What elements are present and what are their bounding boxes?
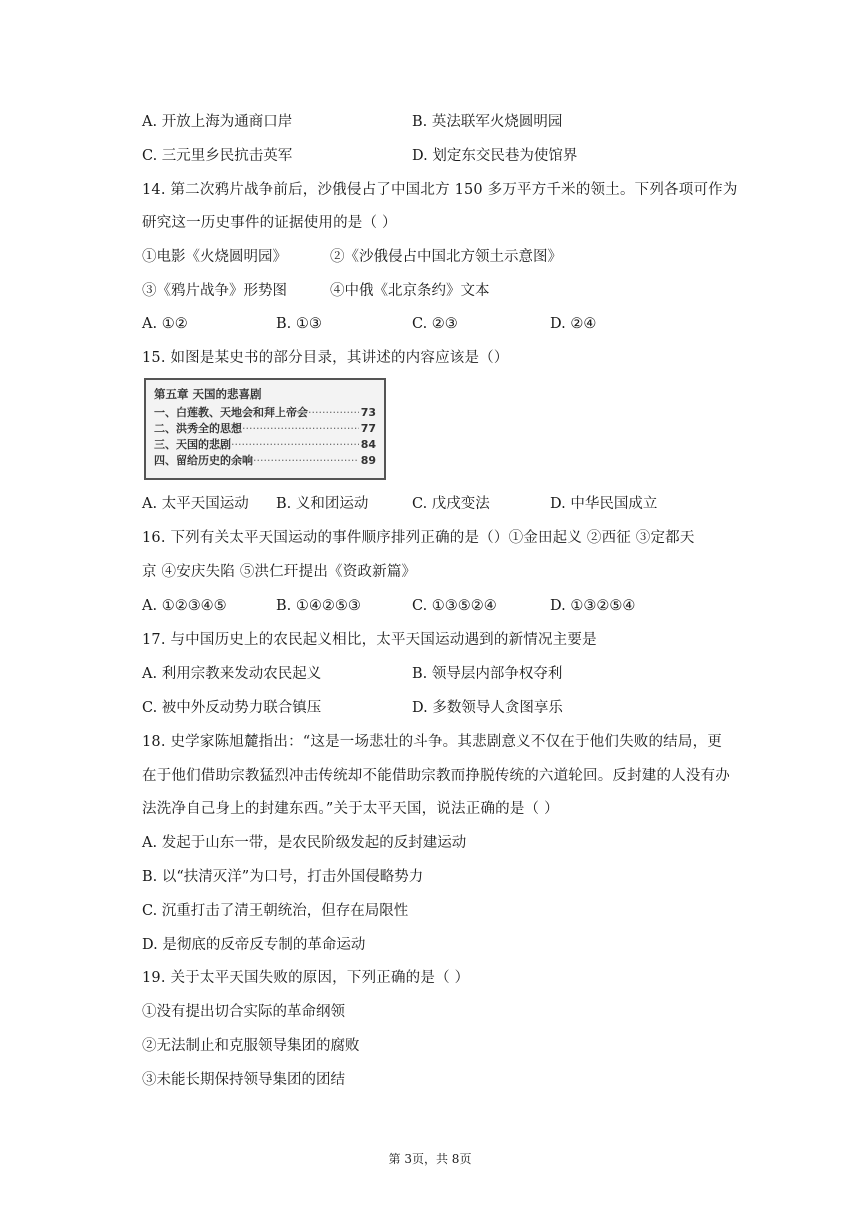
q18-stem-line1: 18. 史学家陈旭麓指出：“这是一场悲壮的斗争。其悲剧意义不仅在于他们失败的结局，更 xyxy=(142,734,722,750)
q14-item-3: ③《鸦片战争》形势图 xyxy=(142,283,287,299)
q15-option-c: C. 戊戌变法 xyxy=(412,496,490,512)
figure-row-text: 一、白莲教、天地会和拜上帝会 ····· xyxy=(154,405,359,421)
figure-row-page: 77 xyxy=(360,422,376,435)
q13-option-c: C. 三元里乡民抗击英军 xyxy=(142,148,293,164)
q13-option-b: B. 英法联军火烧圆明园 xyxy=(412,114,563,130)
q13-option-d: D. 划定东交民巷为使馆界 xyxy=(412,148,578,164)
q18-stem-line2: 在于他们借助宗教猛烈冲击传统却不能借助宗教而挣脱传统的六道轮回。反封建的人没有办 xyxy=(142,768,730,784)
q17-option-a: A. 利用宗教来发动农民起义 xyxy=(142,666,322,682)
figure-chapter-title: 第五章 天国的悲喜剧 xyxy=(154,387,262,401)
q16-option-d: D. ①③②⑤④ xyxy=(550,598,636,614)
figure-row xyxy=(154,421,376,437)
q16-stem-line1: 16. 下列有关太平天国运动的事件顺序排列正确的是（）①金田起义 ②西征 ③定都天 xyxy=(142,530,695,546)
book-contents-figure xyxy=(144,378,386,480)
q19-item-3: ③未能长期保持领导集团的团结 xyxy=(142,1072,345,1088)
figure-row xyxy=(154,437,376,453)
q19-item-1: ①没有提出切合实际的革命纲领 xyxy=(142,1004,345,1020)
q16-option-a: A. ①②③④⑤ xyxy=(142,598,227,614)
q18-option-b: B. 以“扶清灭洋”为口号，打击外国侵略势力 xyxy=(142,869,424,885)
figure-row-text: 二、洪秀全的思想 ····· xyxy=(154,421,359,437)
q18-stem-line3: 法洗净自己身上的封建东西。”关于太平天国，说法正确的是（ ） xyxy=(142,801,559,817)
q15-option-b: B. 义和团运动 xyxy=(276,496,369,512)
q15-option-d: D. 中华民国成立 xyxy=(550,496,658,512)
q15-option-a: A. 太平天国运动 xyxy=(142,496,249,512)
q14-item-4: ④中俄《北京条约》文本 xyxy=(330,283,490,299)
q16-stem-line2: 京 ④安庆失陷 ⑤洪仁玕提出《资政新篇》 xyxy=(142,564,417,580)
q16-option-b: B. ①④②⑤③ xyxy=(276,598,361,614)
figure-row-text: 四、留给历史的余响 ····· xyxy=(154,453,359,469)
page-footer: 第 3页，共 8页 xyxy=(388,1152,472,1166)
q14-stem-line2: 研究这一历史事件的证据使用的是（ ） xyxy=(142,215,397,231)
figure-row-page: 84 xyxy=(360,438,376,451)
q14-option-c: C. ②③ xyxy=(412,316,458,332)
q17-option-d: D. 多数领导人贪图享乐 xyxy=(412,700,563,716)
q16-option-c: C. ①③⑤②④ xyxy=(412,598,497,614)
q19-stem: 19. 关于太平天国失败的原因，下列正确的是（ ） xyxy=(142,970,470,986)
q14-option-d: D. ②④ xyxy=(550,316,597,332)
q14-item-2: ②《沙俄侵占中国北方领土示意图》 xyxy=(330,249,562,265)
q18-option-c: C. 沉重打击了清王朝统治，但存在局限性 xyxy=(142,903,409,919)
figure-row xyxy=(154,405,376,421)
q17-stem: 17. 与中国历史上的农民起义相比，太平天国运动遇到的新情况主要是 xyxy=(142,632,597,648)
q13-option-a: A. 开放上海为通商口岸 xyxy=(142,114,293,130)
q14-stem-line1: 14. 第二次鸦片战争前后，沙俄侵占了中国北方 150 多万平方千米的领土。下列各项可作为 xyxy=(142,182,738,198)
figure-row-page: 73 xyxy=(360,406,376,419)
q14-option-a: A. ①② xyxy=(142,316,188,332)
figure-row-page: 89 xyxy=(360,454,376,467)
figure-row-text: 三、天国的悲剧 ····· xyxy=(154,437,359,453)
q14-option-b: B. ①③ xyxy=(276,316,322,332)
q18-option-d: D. 是彻底的反帝反专制的革命运动 xyxy=(142,937,366,953)
q19-item-2: ②无法制止和克服领导集团的腐败 xyxy=(142,1038,360,1054)
q17-option-c: C. 被中外反动势力联合镇压 xyxy=(142,700,322,716)
q18-option-a: A. 发起于山东一带，是农民阶级发起的反封建运动 xyxy=(142,835,467,851)
q14-item-1: ①电影《火烧圆明园》 xyxy=(142,249,287,265)
figure-row xyxy=(154,453,376,469)
q15-stem: 15. 如图是某史书的部分目录，其讲述的内容应该是（） xyxy=(142,350,509,366)
q17-option-b: B. 领导层内部争权夺利 xyxy=(412,666,563,682)
